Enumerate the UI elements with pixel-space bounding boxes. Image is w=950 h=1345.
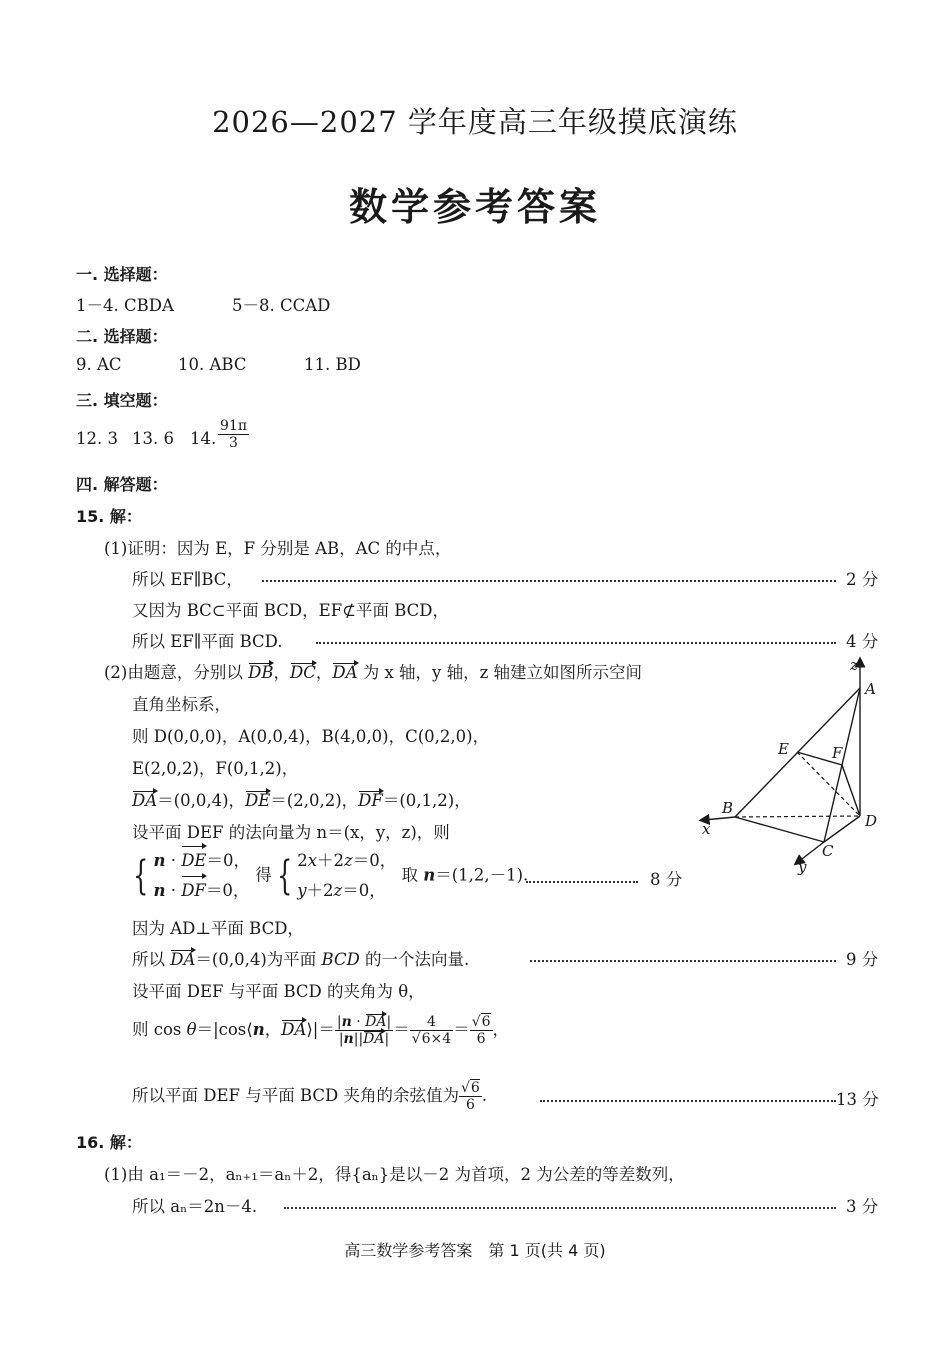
edge-fd	[842, 765, 860, 816]
leader-dots	[530, 960, 836, 962]
section-heading-multi-choice: 二. 选择题：	[76, 327, 168, 346]
q15-p2-line9: 所以 DA＝(0,0,4)为平面 BCD 的一个法向量.	[132, 950, 470, 969]
score-8: 8 分	[650, 870, 683, 889]
answer-14-fraction: $\frac{91\pi}{3}$	[220, 418, 248, 452]
document-title: 2026—2027 学年度高三年级摸底演练	[212, 105, 738, 139]
leader-dots	[526, 881, 638, 883]
leader-dots	[262, 580, 836, 582]
answer-5-8: 5－8. CCAD	[232, 296, 331, 315]
q16-line1: (1)由 a₁＝－2，aₙ₊₁＝aₙ＋2，得{aₙ}是以－2 为首项，2 为公差的等差数列，	[104, 1165, 685, 1184]
answer-12: 12. 3	[76, 429, 118, 448]
score-3: 3 分	[846, 1197, 879, 1216]
q15-p1-line3: 又因为 BC⊂平面 BCD，EF⊄平面 BCD，	[132, 601, 450, 620]
q15-p2-line1: (2)由题意，分别以 DB，DC，DA 为 x 轴，y 轴，z 轴建立如图所示空间	[104, 663, 643, 682]
q15-cos-formula: 则 cos θ＝|cos⟨n，DA⟩|＝ $\frac{|n \cdot DA|}{|n||DA|}$ ＝ $\frac{4}{√6\times 4}$ ＝ $\frac{√6}{6}$ ，	[132, 1014, 510, 1048]
score-13: 13 分	[836, 1090, 879, 1109]
label-b: B	[722, 799, 734, 817]
q16-label: 16. 解：	[76, 1133, 142, 1152]
edge-bd-hidden	[735, 816, 860, 817]
q15-p2-vectors: DA＝(0,0,4)，DE＝(2,0,2)，DF＝(0,1,2)，	[132, 791, 471, 810]
section-heading-solutions: 四. 解答题：	[76, 475, 168, 494]
answer-1-4: 1－4. CBDA	[76, 296, 174, 315]
leader-dots	[540, 1100, 836, 1102]
leader-dots	[316, 642, 836, 644]
section-heading-choice: 一. 选择题：	[76, 265, 168, 284]
q15-p1-line2: 所以 EF∥BC，	[132, 570, 243, 589]
q15-p2-line12: 所以平面 DEF 与平面 BCD 夹角的余弦值为 $\frac{√6}{6}$ .	[132, 1080, 488, 1114]
q15-label: 15. 解：	[76, 507, 142, 526]
q15-p2-line6: 设平面 DEF 的法向量为 n＝(x，y，z)，则	[132, 823, 450, 842]
q15-p2-line4: E(2,0,2)，F(0,1,2)，	[132, 759, 299, 778]
section-heading-fill-blank: 三. 填空题：	[76, 391, 168, 410]
answer-10: 10. ABC	[178, 355, 247, 374]
score-4: 4 分	[846, 632, 879, 651]
label-c: C	[822, 842, 834, 860]
answer-13: 13. 6	[132, 429, 174, 448]
label-z: z	[850, 656, 858, 674]
q15-p2-line3: 则 D(0,0,0)，A(0,0,4)，B(4,0,0)，C(0,2,0)，	[132, 727, 490, 746]
score-9: 9 分	[846, 950, 879, 969]
answer-11: 11. BD	[304, 355, 361, 374]
q15-equation-system: { n · DE＝0， n · DF＝0， 得 { 2x＋2z＝0， y＋2z＝0， 取 n＝(1,2,－1).	[128, 846, 528, 906]
label-a: A	[865, 680, 876, 698]
label-f: F	[832, 744, 843, 762]
edge-bc	[735, 817, 824, 842]
q15-p1-line4: 所以 EF∥平面 BCD.	[132, 632, 283, 651]
q15-p2-line2: 直角坐标系，	[132, 695, 231, 714]
score-2: 2 分	[846, 570, 879, 589]
label-x: x	[702, 820, 711, 838]
q16-line2: 所以 aₙ＝2n－4.	[132, 1197, 258, 1216]
q15-p1-line1: (1)证明：因为 E，F 分别是 AB，AC 的中点，	[104, 539, 452, 558]
tetrahedron-figure	[690, 650, 900, 880]
label-e: E	[778, 740, 789, 758]
label-d: D	[865, 812, 878, 830]
leader-dots	[284, 1207, 836, 1209]
answer-9: 9. AC	[76, 355, 122, 374]
q15-p2-line10: 设平面 DEF 与平面 BCD 的夹角为 θ，	[132, 982, 425, 1001]
document-subtitle: 数学参考答案	[348, 185, 601, 229]
page-footer: 高三数学参考答案 第 1 页(共 4 页)	[344, 1241, 606, 1260]
q15-p2-line8: 因为 AD⊥平面 BCD，	[132, 919, 304, 938]
answer-14-label: 14.	[190, 429, 217, 448]
label-y: y	[798, 858, 807, 876]
